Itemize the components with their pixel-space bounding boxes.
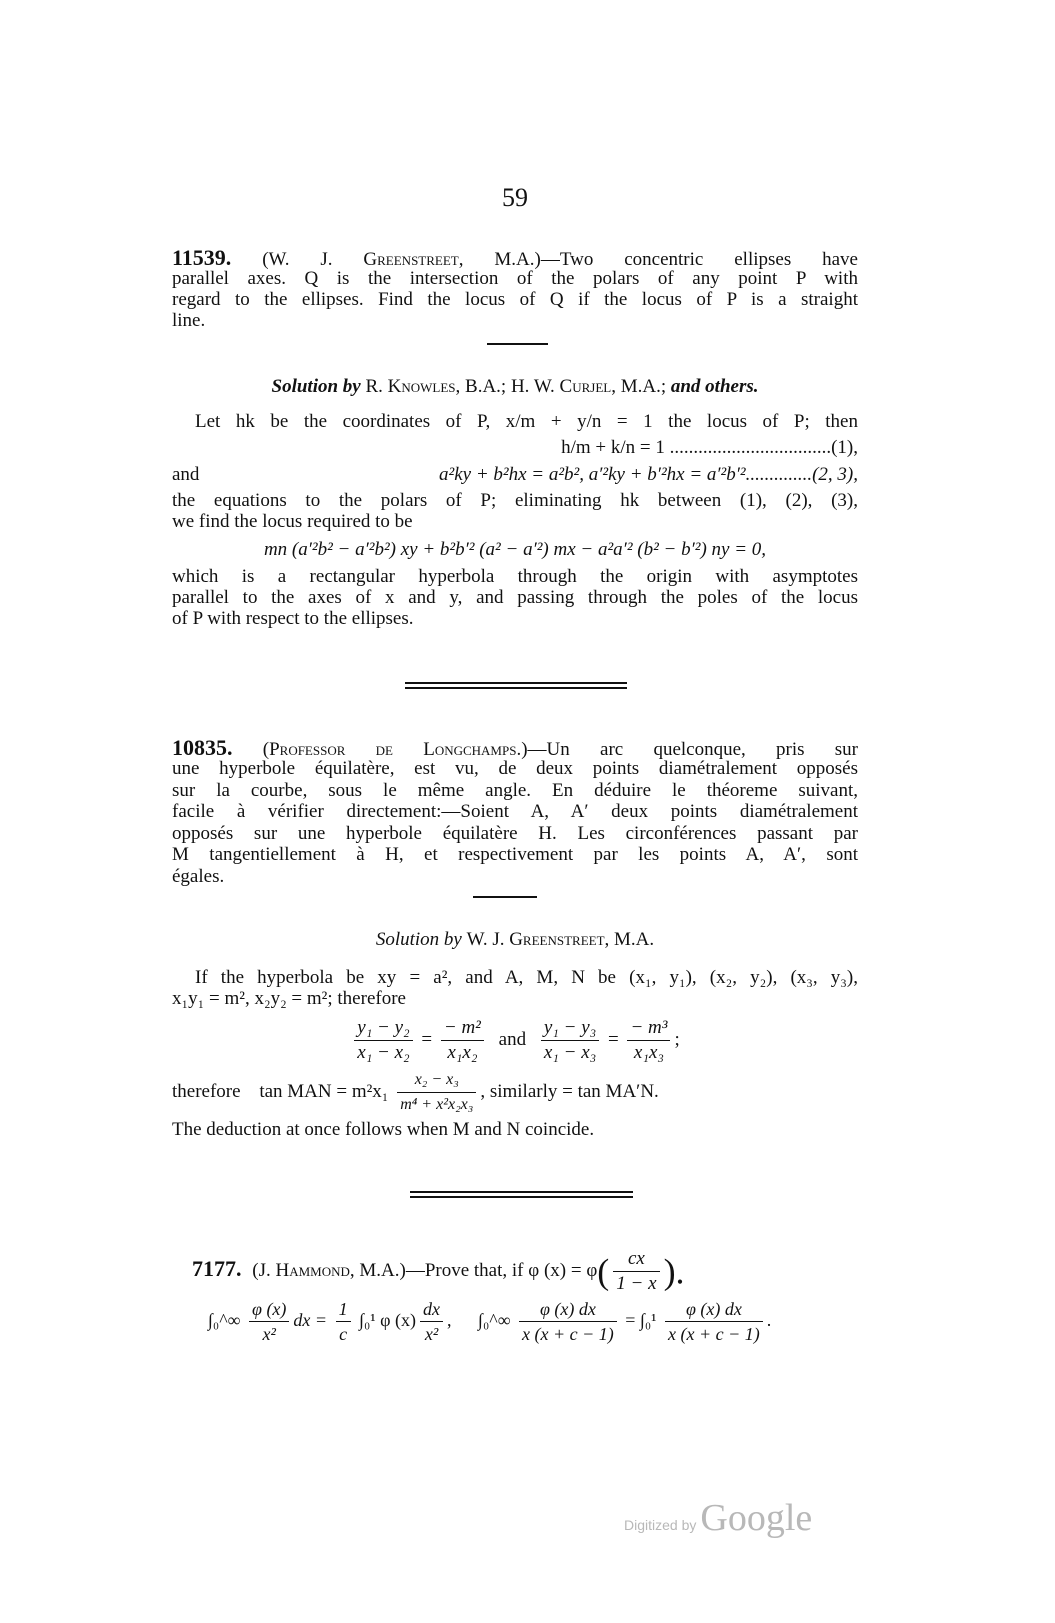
- slope-equations: [172, 1016, 858, 1065]
- punctuation: ;: [674, 1029, 680, 1050]
- question-author: (W. J. Greenstreet, M.A.): [262, 249, 541, 270]
- question-text-line: une hyperbole équilatère, est vu, de deux points diamétralement opposés: [172, 758, 858, 779]
- fraction: [627, 1016, 670, 1065]
- solution-prefix: Solution by: [271, 376, 361, 397]
- denominator: 1 − x: [616, 1273, 657, 1295]
- double-rule-bottom: [405, 687, 627, 689]
- fraction: [354, 1016, 412, 1065]
- separator-rule: [473, 896, 537, 898]
- solution-suffix: and others.: [670, 376, 759, 397]
- closing: ).: [663, 1251, 685, 1292]
- fraction: [420, 1297, 443, 1346]
- digitized-by-google-watermark: [624, 1496, 812, 1540]
- denominator: x (x + c − 1): [668, 1324, 760, 1345]
- double-rule-top: [405, 682, 627, 684]
- differential: dx =: [293, 1310, 328, 1330]
- solution-credit: [172, 929, 858, 950]
- solution-names: R. Knowles, B.A.; H. W. Curjel, M.A.;: [365, 376, 667, 397]
- integral: ∫₀¹: [639, 1310, 657, 1330]
- numerator: − m²: [441, 1016, 484, 1041]
- question-11539-header: [172, 247, 858, 270]
- google-logo: Google: [700, 1497, 813, 1539]
- numerator: dx: [420, 1297, 443, 1322]
- numerator: y₁ − y₃: [541, 1016, 599, 1041]
- solution-text-line: Let hk be the coordinates of P, x/m + y/n = 1 the locus of P; then: [195, 411, 858, 432]
- double-rule-bottom: [410, 1196, 633, 1198]
- question-text-line: sur la courbe, sous le même angle. En déduire le théoreme suivant,: [172, 780, 858, 801]
- denominator: c: [339, 1324, 348, 1345]
- tan-equation: [172, 1068, 858, 1117]
- solution-credit: [172, 376, 858, 397]
- equals: =: [607, 1029, 619, 1050]
- separator-rule: [487, 343, 548, 345]
- solution-text-line: the equations to the polars of P; eliminating hk between (1), (2), (3),: [172, 490, 858, 511]
- punctuation: .: [766, 1310, 772, 1330]
- integral: ∫₀^∞: [478, 1310, 511, 1330]
- question-text: —Two concentric ellipses have: [540, 249, 858, 270]
- denominator: x₁ − x₃: [543, 1042, 597, 1064]
- solution-text-line: of P with respect to the ellipses.: [172, 608, 414, 629]
- solution-text-line: and: [172, 464, 200, 485]
- denominator: x₁x₃: [633, 1042, 664, 1064]
- question-text-line: parallel axes. Q is the intersection of the polars of any point P with: [172, 268, 858, 289]
- tan-rhs: , similarly = tan MA′N.: [480, 1081, 659, 1102]
- question-number: 11539.: [172, 245, 232, 270]
- denominator: x₁x₂: [447, 1042, 478, 1064]
- solution-text-line: If the hyperbola be xy = a², and A, M, N be (x₁, y₁), (x₂, y₂), (x₃, y₃),: [195, 967, 858, 988]
- fraction: [541, 1016, 599, 1065]
- conjunction: and: [498, 1029, 527, 1050]
- conclusion: The deduction at once follows when M and N coincide.: [172, 1119, 595, 1140]
- numerator: y₁ − y₂: [354, 1016, 412, 1041]
- numerator: φ (x): [249, 1297, 289, 1322]
- fraction: [665, 1297, 763, 1346]
- fraction: [397, 1068, 476, 1117]
- denominator: m⁴ + x²x₂x₃: [400, 1096, 474, 1114]
- denominator: x₁ − x₂: [357, 1042, 410, 1064]
- question-text-line: facile à vérifier directement:—Soient A, A′ deux points diamétralement: [172, 801, 858, 822]
- question-text: —Un arc quelconque, pris sur: [527, 739, 859, 760]
- punctuation: ,: [447, 1310, 452, 1330]
- numerator: cx: [613, 1247, 659, 1272]
- therefore-label: therefore: [172, 1081, 241, 1102]
- question-10835-header: [172, 737, 858, 760]
- denominator: x²: [262, 1324, 276, 1345]
- solution-text-line: x₁y₁ = m², x₂y₂ = m²; therefore: [172, 988, 406, 1009]
- numerator: φ (x) dx: [665, 1297, 763, 1322]
- page-number: 59: [502, 183, 528, 212]
- fraction: [336, 1297, 351, 1346]
- numerator: 1: [336, 1297, 351, 1322]
- fraction: [249, 1297, 289, 1346]
- solution-text-line: we find the locus required to be: [172, 511, 413, 532]
- numerator: x₂ − x₃: [397, 1068, 476, 1093]
- integral: ∫₀^∞: [208, 1310, 241, 1330]
- locus-equation: mn (a′²b² − a′²b²) xy + b²b′² (a² − a′²) mx − a²a′² (b² − b′²) ny = 0,: [263, 539, 767, 560]
- question-text-line: line.: [172, 310, 206, 331]
- fraction: [613, 1247, 659, 1296]
- question-text-line: égales.: [172, 866, 225, 887]
- question-number: 7177.: [192, 1256, 242, 1281]
- numerator: − m³: [627, 1016, 670, 1041]
- question-number: 10835.: [172, 735, 233, 760]
- fraction: [441, 1016, 484, 1065]
- double-rule-top: [410, 1191, 633, 1193]
- numerator: φ (x) dx: [519, 1297, 617, 1322]
- solution-prefix: Solution by: [375, 929, 462, 950]
- question-author: (Professor de Longchamps.): [262, 739, 528, 760]
- equals: =: [625, 1310, 636, 1330]
- fraction: [519, 1297, 617, 1346]
- equation-2-3: a²ky + b²hx = a²b², a′²ky + b′²hx = a′²b′²..............(2, 3),: [439, 464, 858, 485]
- equals: =: [421, 1029, 433, 1050]
- solution-text-line: which is a rectangular hyperbola through the origin with asymptotes: [172, 566, 858, 587]
- question-text: —Prove that, if φ (x) = φ: [405, 1260, 598, 1281]
- solution-names: W. J. Greenstreet, M.A.: [466, 929, 655, 950]
- integral-identity: [208, 1296, 894, 1346]
- question-7177-header: 7177. (J. Hammond, M.A.)—Prove that, if φ (x) = φ( $\frac{cx}{1 - x}$ ).: [192, 1248, 685, 1295]
- question-text-line: opposés sur une hyperbole équilatère H. Les circonférences passant par: [172, 823, 858, 844]
- solution-text-line: parallel to the axes of x and y, and passing through the poles of the locus: [172, 587, 858, 608]
- question-text-line: M tangentiellement à H, et respectivement par les points A, A′, sont: [172, 844, 858, 865]
- integral: ∫₀¹ φ (x): [359, 1310, 417, 1330]
- question-author: (J. Hammond, M.A.): [252, 1260, 406, 1281]
- equation-1: h/m + k/n = 1 ..................................(1),: [561, 437, 858, 458]
- tan-lhs: tan MAN = m²x₁: [259, 1081, 389, 1102]
- watermark-prefix: Digitized by: [624, 1517, 697, 1533]
- denominator: x (x + c − 1): [522, 1324, 614, 1345]
- question-text-line: regard to the ellipses. Find the locus of Q if the locus of P is a straight: [172, 289, 858, 310]
- denominator: x²: [424, 1324, 439, 1345]
